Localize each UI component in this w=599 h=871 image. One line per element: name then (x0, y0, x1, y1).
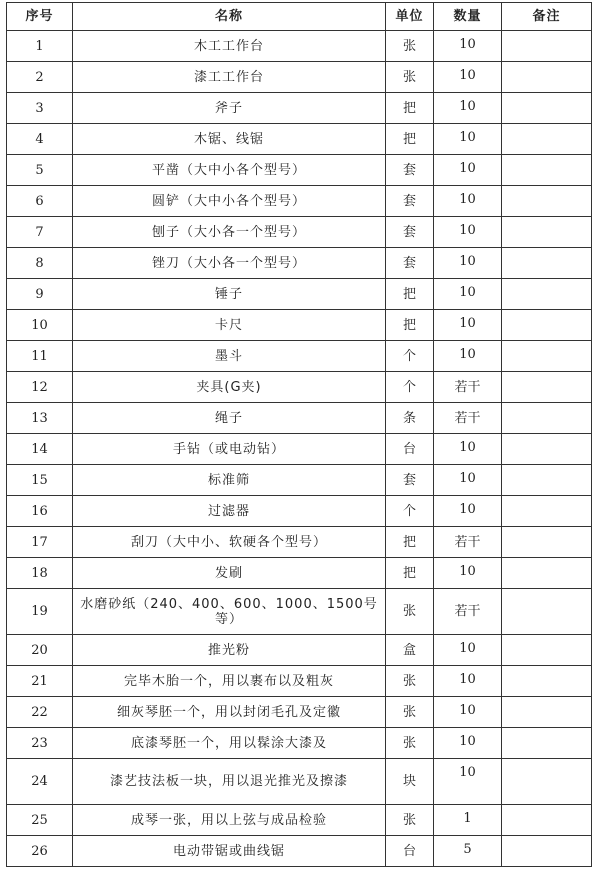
cell-unit: 把 (386, 279, 434, 310)
cell-qty: 10 (434, 759, 502, 805)
cell-unit: 块 (386, 759, 434, 805)
cell-name: 墨斗 (73, 341, 386, 372)
cell-seq: 21 (7, 666, 73, 697)
cell-seq: 24 (7, 759, 73, 805)
header-seq: 序号 (7, 3, 73, 31)
cell-seq: 22 (7, 697, 73, 728)
cell-name: 刮刀（大中小、软硬各个型号） (73, 527, 386, 558)
cell-seq: 15 (7, 465, 73, 496)
cell-note (502, 527, 592, 558)
cell-qty: 若干 (434, 403, 502, 434)
table-row (7, 155, 592, 186)
header-row (7, 3, 592, 31)
table-row (7, 186, 592, 217)
cell-unit: 个 (386, 372, 434, 403)
cell-name: 底漆琴胚一个，用以髹涂大漆及 (73, 728, 386, 759)
cell-qty: 10 (434, 465, 502, 496)
cell-note (502, 403, 592, 434)
cell-qty: 10 (434, 279, 502, 310)
table-row (7, 62, 592, 93)
table-row (7, 697, 592, 728)
cell-unit: 条 (386, 403, 434, 434)
cell-seq: 4 (7, 124, 73, 155)
cell-name: 绳子 (73, 403, 386, 434)
cell-note (502, 635, 592, 666)
table-row (7, 558, 592, 589)
cell-note (502, 124, 592, 155)
cell-note (502, 155, 592, 186)
cell-unit: 个 (386, 341, 434, 372)
cell-unit: 把 (386, 558, 434, 589)
cell-note (502, 186, 592, 217)
cell-unit: 个 (386, 496, 434, 527)
table-row (7, 310, 592, 341)
cell-qty: 若干 (434, 527, 502, 558)
cell-note (502, 697, 592, 728)
cell-seq: 5 (7, 155, 73, 186)
cell-note (502, 496, 592, 527)
cell-seq: 16 (7, 496, 73, 527)
cell-qty: 10 (434, 124, 502, 155)
table-row (7, 124, 592, 155)
cell-unit: 套 (386, 186, 434, 217)
table-row (7, 728, 592, 759)
cell-note (502, 759, 592, 805)
cell-note (502, 465, 592, 496)
cell-unit: 张 (386, 805, 434, 836)
header-unit: 单位 (386, 3, 434, 31)
cell-unit: 台 (386, 836, 434, 867)
cell-name: 圆铲（大中小各个型号） (73, 186, 386, 217)
table-row (7, 465, 592, 496)
cell-qty: 10 (434, 635, 502, 666)
cell-seq: 17 (7, 527, 73, 558)
cell-unit: 把 (386, 527, 434, 558)
equipment-table (6, 2, 592, 867)
cell-name: 成琴一张，用以上弦与成品检验 (73, 805, 386, 836)
table-row (7, 805, 592, 836)
cell-seq: 11 (7, 341, 73, 372)
cell-unit: 张 (386, 728, 434, 759)
cell-seq: 2 (7, 62, 73, 93)
table-row (7, 434, 592, 465)
cell-name: 卡尺 (73, 310, 386, 341)
cell-note (502, 217, 592, 248)
cell-name: 细灰琴胚一个，用以封闭毛孔及定徽 (73, 697, 386, 728)
cell-unit: 把 (386, 93, 434, 124)
cell-name: 电动带锯或曲线锯 (73, 836, 386, 867)
cell-note (502, 372, 592, 403)
cell-seq: 20 (7, 635, 73, 666)
cell-name: 锤子 (73, 279, 386, 310)
cell-qty: 若干 (434, 372, 502, 403)
cell-seq: 10 (7, 310, 73, 341)
cell-name: 过滤器 (73, 496, 386, 527)
cell-name: 平凿（大中小各个型号） (73, 155, 386, 186)
cell-seq: 9 (7, 279, 73, 310)
cell-qty: 10 (434, 217, 502, 248)
cell-name: 漆工工作台 (73, 62, 386, 93)
cell-qty: 10 (434, 248, 502, 279)
cell-note (502, 589, 592, 635)
cell-unit: 张 (386, 666, 434, 697)
table-row (7, 217, 592, 248)
cell-note (502, 31, 592, 62)
table-row (7, 496, 592, 527)
cell-qty: 若干 (434, 589, 502, 635)
cell-name: 水磨砂纸（240、400、600、1000、1500号等） (73, 589, 386, 635)
table-body (7, 31, 592, 867)
cell-unit: 把 (386, 310, 434, 341)
cell-unit: 套 (386, 217, 434, 248)
cell-seq: 18 (7, 558, 73, 589)
cell-qty: 1 (434, 805, 502, 836)
cell-name: 夹具(G夹) (73, 372, 386, 403)
cell-name: 刨子（大小各一个型号） (73, 217, 386, 248)
cell-unit: 张 (386, 62, 434, 93)
cell-name: 木工工作台 (73, 31, 386, 62)
cell-note (502, 728, 592, 759)
cell-unit: 张 (386, 697, 434, 728)
table-row (7, 279, 592, 310)
cell-unit: 套 (386, 248, 434, 279)
table-row (7, 666, 592, 697)
cell-unit: 套 (386, 465, 434, 496)
cell-qty: 10 (434, 93, 502, 124)
cell-seq: 23 (7, 728, 73, 759)
header-qty: 数量 (434, 3, 502, 31)
cell-seq: 1 (7, 31, 73, 62)
cell-note (502, 279, 592, 310)
header-note: 备注 (502, 3, 592, 31)
cell-note (502, 434, 592, 465)
table-row (7, 635, 592, 666)
cell-qty: 10 (434, 310, 502, 341)
cell-qty: 10 (434, 666, 502, 697)
cell-unit: 张 (386, 589, 434, 635)
cell-note (502, 666, 592, 697)
table-row (7, 589, 592, 635)
table-row (7, 31, 592, 62)
cell-seq: 26 (7, 836, 73, 867)
cell-qty: 10 (434, 697, 502, 728)
cell-note (502, 805, 592, 836)
cell-unit: 台 (386, 434, 434, 465)
cell-note (502, 341, 592, 372)
cell-qty: 10 (434, 31, 502, 62)
header-name: 名称 (73, 3, 386, 31)
cell-qty: 10 (434, 62, 502, 93)
table-row (7, 372, 592, 403)
cell-qty: 10 (434, 434, 502, 465)
cell-qty: 10 (434, 496, 502, 527)
cell-qty: 10 (434, 186, 502, 217)
table-row (7, 93, 592, 124)
cell-seq: 8 (7, 248, 73, 279)
cell-name: 木锯、线锯 (73, 124, 386, 155)
cell-unit: 把 (386, 124, 434, 155)
cell-name: 手钻（或电动钻） (73, 434, 386, 465)
cell-name: 标准筛 (73, 465, 386, 496)
table-row (7, 403, 592, 434)
table-row (7, 527, 592, 558)
cell-note (502, 93, 592, 124)
cell-seq: 14 (7, 434, 73, 465)
cell-qty: 10 (434, 155, 502, 186)
cell-seq: 6 (7, 186, 73, 217)
cell-name: 斧子 (73, 93, 386, 124)
table-row (7, 759, 592, 805)
cell-seq: 3 (7, 93, 73, 124)
cell-seq: 13 (7, 403, 73, 434)
cell-qty: 10 (434, 728, 502, 759)
cell-seq: 7 (7, 217, 73, 248)
cell-note (502, 558, 592, 589)
table-row (7, 836, 592, 867)
table-row (7, 248, 592, 279)
cell-name: 推光粉 (73, 635, 386, 666)
cell-name: 完毕木胎一个，用以裹布以及粗灰 (73, 666, 386, 697)
cell-seq: 19 (7, 589, 73, 635)
cell-qty: 10 (434, 341, 502, 372)
cell-name: 发刷 (73, 558, 386, 589)
cell-unit: 张 (386, 31, 434, 62)
cell-unit: 盒 (386, 635, 434, 666)
cell-seq: 25 (7, 805, 73, 836)
cell-seq: 12 (7, 372, 73, 403)
cell-note (502, 62, 592, 93)
cell-unit: 套 (386, 155, 434, 186)
table-row (7, 341, 592, 372)
cell-note (502, 248, 592, 279)
cell-name: 锉刀（大小各一个型号） (73, 248, 386, 279)
cell-qty: 5 (434, 836, 502, 867)
cell-note (502, 310, 592, 341)
cell-name: 漆艺技法板一块，用以退光推光及擦漆 (73, 759, 386, 805)
cell-note (502, 836, 592, 867)
cell-qty: 10 (434, 558, 502, 589)
